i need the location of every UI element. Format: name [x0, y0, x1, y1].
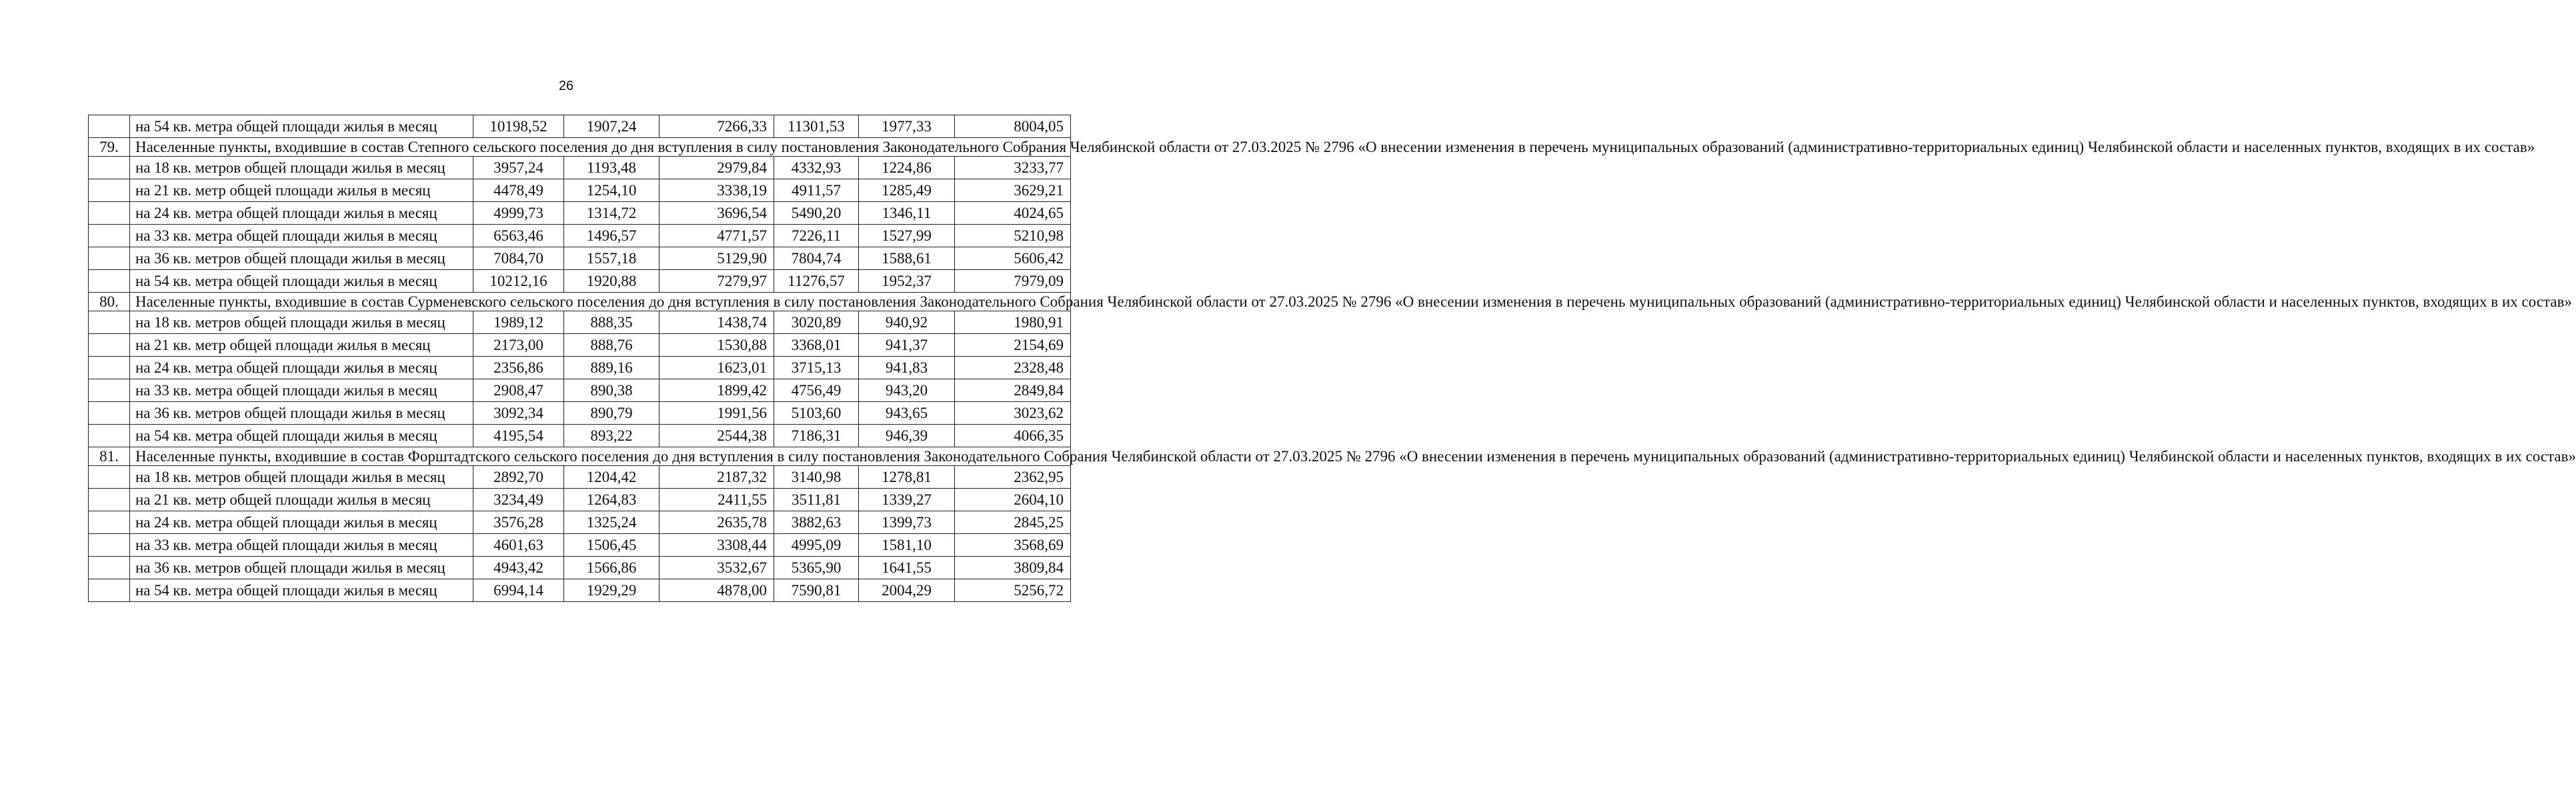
value-cell: 4995,09	[774, 534, 859, 557]
row-number-cell	[89, 270, 130, 293]
table-row	[89, 202, 1071, 225]
table-row	[89, 379, 1071, 402]
row-number-cell	[89, 311, 130, 334]
row-number-cell	[89, 179, 130, 202]
value-cell: 3809,84	[955, 557, 1071, 579]
value-cell: 4878,00	[660, 579, 774, 602]
value-cell: 4601,63	[473, 534, 564, 557]
value-cell: 4195,54	[473, 425, 564, 447]
value-cell: 943,20	[859, 379, 955, 402]
table-row	[89, 179, 1071, 202]
row-number-cell	[89, 157, 130, 179]
value-cell: 1530,88	[660, 334, 774, 357]
value-cell: 1278,81	[859, 466, 955, 489]
table-row	[89, 357, 1071, 379]
value-cell: 1588,61	[859, 247, 955, 270]
value-cell: 2845,25	[955, 511, 1071, 534]
value-cell: 2604,10	[955, 489, 1071, 511]
table-body	[89, 115, 2576, 602]
value-cell: 3233,77	[955, 157, 1071, 179]
value-cell: 1325,24	[564, 511, 660, 534]
value-cell: 7226,11	[774, 225, 859, 247]
row-label: на 18 кв. метров общей площади жилья в месяц	[130, 466, 473, 489]
value-cell: 2892,70	[473, 466, 564, 489]
table-row	[89, 270, 1071, 293]
row-number-cell	[89, 225, 130, 247]
value-cell: 3092,34	[473, 402, 564, 425]
value-cell: 3140,98	[774, 466, 859, 489]
row-label: на 36 кв. метров общей площади жилья в месяц	[130, 402, 473, 425]
value-cell: 2328,48	[955, 357, 1071, 379]
value-cell: 5490,20	[774, 202, 859, 225]
value-cell: 7279,97	[660, 270, 774, 293]
table-row	[89, 334, 1071, 357]
row-number-cell	[89, 534, 130, 557]
value-cell: 2411,55	[660, 489, 774, 511]
value-cell: 1527,99	[859, 225, 955, 247]
row-number-cell	[89, 334, 130, 357]
row-number-cell	[89, 247, 130, 270]
row-number-cell	[89, 466, 130, 489]
value-cell: 888,76	[564, 334, 660, 357]
value-cell: 3568,69	[955, 534, 1071, 557]
value-cell: 7804,74	[774, 247, 859, 270]
section-number: 79.	[89, 138, 130, 157]
table-row	[89, 402, 1071, 425]
value-cell: 10198,52	[473, 115, 564, 138]
value-cell: 1920,88	[564, 270, 660, 293]
value-cell: 3715,13	[774, 357, 859, 379]
value-cell: 3576,28	[473, 511, 564, 534]
value-cell: 4999,73	[473, 202, 564, 225]
value-cell: 4332,93	[774, 157, 859, 179]
value-cell: 1899,42	[660, 379, 774, 402]
value-cell: 1193,48	[564, 157, 660, 179]
value-cell: 1224,86	[859, 157, 955, 179]
table-row	[89, 534, 1071, 557]
row-label: на 54 кв. метра общей площади жилья в месяц	[130, 425, 473, 447]
value-cell: 888,35	[564, 311, 660, 334]
row-number-cell	[89, 425, 130, 447]
row-label: на 36 кв. метров общей площади жилья в месяц	[130, 557, 473, 579]
section-heading: Населенные пункты, входившие в состав Степного сельского поселения до дня вступления в силу постановления Законодательного Собрания Челябинской области от 27.03.2025 № 2796 «О внесении изменения в перечень муниципальных образований (административно-территориальных единиц) Челябинской области и населенных пунктов, входящих в их состав»	[130, 138, 1071, 157]
row-number-cell	[89, 202, 130, 225]
table-row	[89, 311, 1071, 334]
value-cell: 4943,42	[473, 557, 564, 579]
page-number: 26	[558, 79, 574, 93]
table-row	[89, 115, 1071, 138]
value-cell: 5606,42	[955, 247, 1071, 270]
value-cell: 1314,72	[564, 202, 660, 225]
value-cell: 2544,38	[660, 425, 774, 447]
tariff-table	[88, 115, 2576, 602]
value-cell: 5103,60	[774, 402, 859, 425]
value-cell: 2004,29	[859, 579, 955, 602]
value-cell: 5256,72	[955, 579, 1071, 602]
value-cell: 2154,69	[955, 334, 1071, 357]
table-row	[89, 247, 1071, 270]
value-cell: 7186,31	[774, 425, 859, 447]
value-cell: 1254,10	[564, 179, 660, 202]
value-cell: 7266,33	[660, 115, 774, 138]
value-cell: 2908,47	[473, 379, 564, 402]
row-label: на 24 кв. метра общей площади жилья в месяц	[130, 202, 473, 225]
row-number-cell	[89, 402, 130, 425]
value-cell: 893,22	[564, 425, 660, 447]
value-cell: 1506,45	[564, 534, 660, 557]
row-label: на 54 кв. метра общей площади жилья в месяц	[130, 115, 473, 138]
value-cell: 2187,32	[660, 466, 774, 489]
value-cell: 1399,73	[859, 511, 955, 534]
table-row	[89, 489, 1071, 511]
value-cell: 890,79	[564, 402, 660, 425]
value-cell: 3957,24	[473, 157, 564, 179]
value-cell: 890,38	[564, 379, 660, 402]
row-label: на 36 кв. метров общей площади жилья в месяц	[130, 247, 473, 270]
value-cell: 3629,21	[955, 179, 1071, 202]
value-cell: 2356,86	[473, 357, 564, 379]
row-label: на 33 кв. метра общей площади жилья в месяц	[130, 534, 473, 557]
value-cell: 1285,49	[859, 179, 955, 202]
row-label: на 33 кв. метра общей площади жилья в месяц	[130, 379, 473, 402]
value-cell: 1346,11	[859, 202, 955, 225]
section-heading: Населенные пункты, входившие в состав Сурменевского сельского поселения до дня вступления в силу постановления Законодательного Собрания Челябинской области от 27.03.2025 № 2796 «О внесении изменения в перечень муниципальных образований (административно-территориальных единиц) Челябинской области и населенных пунктов, входящих в их состав»	[130, 293, 1071, 311]
section-number: 80.	[89, 293, 130, 311]
value-cell: 889,16	[564, 357, 660, 379]
row-label: на 18 кв. метров общей площади жилья в месяц	[130, 311, 473, 334]
value-cell: 3234,49	[473, 489, 564, 511]
value-cell: 8004,05	[955, 115, 1071, 138]
value-cell: 4771,57	[660, 225, 774, 247]
value-cell: 1496,57	[564, 225, 660, 247]
value-cell: 1952,37	[859, 270, 955, 293]
value-cell: 7084,70	[473, 247, 564, 270]
value-cell: 10212,16	[473, 270, 564, 293]
value-cell: 2849,84	[955, 379, 1071, 402]
value-cell: 3023,62	[955, 402, 1071, 425]
value-cell: 4024,65	[955, 202, 1071, 225]
section-heading-row	[89, 447, 1071, 466]
row-label: на 21 кв. метр общей площади жилья в месяц	[130, 179, 473, 202]
table-row	[89, 157, 1071, 179]
value-cell: 3882,63	[774, 511, 859, 534]
value-cell: 3696,54	[660, 202, 774, 225]
value-cell: 5129,90	[660, 247, 774, 270]
value-cell: 1339,27	[859, 489, 955, 511]
row-label: на 21 кв. метр общей площади жилья в месяц	[130, 334, 473, 357]
row-label: на 54 кв. метра общей площади жилья в месяц	[130, 579, 473, 602]
value-cell: 1557,18	[564, 247, 660, 270]
value-cell: 4756,49	[774, 379, 859, 402]
value-cell: 11301,53	[774, 115, 859, 138]
value-cell: 6994,14	[473, 579, 564, 602]
row-number-cell	[89, 511, 130, 534]
row-label: на 21 кв. метр общей площади жилья в месяц	[130, 489, 473, 511]
value-cell: 1581,10	[859, 534, 955, 557]
row-number-cell	[89, 557, 130, 579]
value-cell: 1438,74	[660, 311, 774, 334]
section-number: 81.	[89, 447, 130, 466]
value-cell: 7979,09	[955, 270, 1071, 293]
table-row	[89, 466, 1071, 489]
value-cell: 4066,35	[955, 425, 1071, 447]
row-number-cell	[89, 357, 130, 379]
table-row	[89, 511, 1071, 534]
row-number-cell	[89, 379, 130, 402]
row-number-cell	[89, 489, 130, 511]
value-cell: 5210,98	[955, 225, 1071, 247]
value-cell: 1929,29	[564, 579, 660, 602]
section-heading-row	[89, 293, 1071, 311]
value-cell: 2362,95	[955, 466, 1071, 489]
value-cell: 3532,67	[660, 557, 774, 579]
value-cell: 1980,91	[955, 311, 1071, 334]
row-label: на 33 кв. метра общей площади жилья в месяц	[130, 225, 473, 247]
value-cell: 2979,84	[660, 157, 774, 179]
value-cell: 3020,89	[774, 311, 859, 334]
value-cell: 3511,81	[774, 489, 859, 511]
value-cell: 1907,24	[564, 115, 660, 138]
value-cell: 2635,78	[660, 511, 774, 534]
value-cell: 1623,01	[660, 357, 774, 379]
row-label: на 24 кв. метра общей площади жилья в месяц	[130, 511, 473, 534]
value-cell: 941,83	[859, 357, 955, 379]
value-cell: 1991,56	[660, 402, 774, 425]
value-cell: 946,39	[859, 425, 955, 447]
value-cell: 6563,46	[473, 225, 564, 247]
value-cell: 3338,19	[660, 179, 774, 202]
value-cell: 1566,86	[564, 557, 660, 579]
section-heading: Населенные пункты, входившие в состав Форштадтского сельского поселения до дня вступления в силу постановления Законодательного Собрания Челябинской области от 27.03.2025 № 2796 «О внесении изменения в перечень муниципальных образований (административно-территориальных единиц) Челябинской области и населенных пунктов, входящих в их состав»	[130, 447, 1071, 466]
value-cell: 3308,44	[660, 534, 774, 557]
value-cell: 11276,57	[774, 270, 859, 293]
value-cell: 7590,81	[774, 579, 859, 602]
value-cell: 1989,12	[473, 311, 564, 334]
table-row	[89, 579, 1071, 602]
table-row	[89, 225, 1071, 247]
value-cell: 4911,57	[774, 179, 859, 202]
value-cell: 943,65	[859, 402, 955, 425]
value-cell: 1977,33	[859, 115, 955, 138]
row-label: на 24 кв. метра общей площади жилья в месяц	[130, 357, 473, 379]
row-label: на 54 кв. метра общей площади жилья в месяц	[130, 270, 473, 293]
value-cell: 1641,55	[859, 557, 955, 579]
value-cell: 1204,42	[564, 466, 660, 489]
table-row	[89, 557, 1071, 579]
row-label: на 18 кв. метров общей площади жилья в месяц	[130, 157, 473, 179]
table-row	[89, 425, 1071, 447]
section-heading-row	[89, 138, 1071, 157]
value-cell: 941,37	[859, 334, 955, 357]
row-number-cell	[89, 579, 130, 602]
value-cell: 3368,01	[774, 334, 859, 357]
value-cell: 4478,49	[473, 179, 564, 202]
row-number-cell	[89, 115, 130, 138]
value-cell: 940,92	[859, 311, 955, 334]
value-cell: 5365,90	[774, 557, 859, 579]
value-cell: 2173,00	[473, 334, 564, 357]
value-cell: 1264,83	[564, 489, 660, 511]
